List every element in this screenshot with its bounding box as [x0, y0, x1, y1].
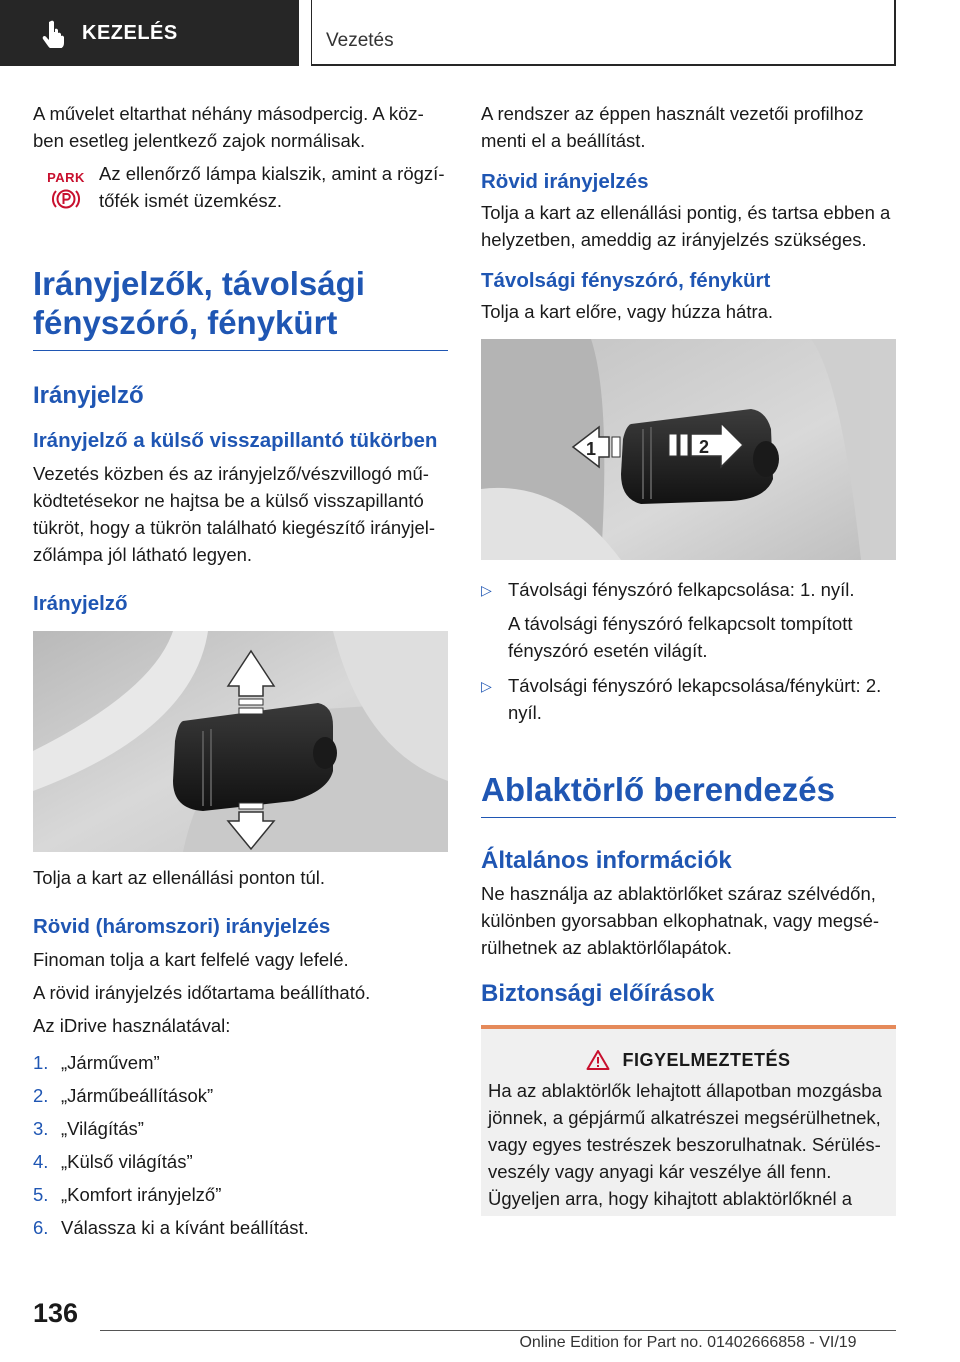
right-column — [481, 100, 896, 1216]
list-item-note: A távolsági fényszóró felkapcsolt tompított fényszóró esetén világít. — [508, 613, 853, 661]
high-beam-lever-photo — [481, 339, 896, 560]
list-item: 2. „Járműbeállítások” — [33, 1085, 214, 1106]
push-text: Tolja a kart az ellenállási ponton túl. — [33, 867, 326, 888]
subheading-short-blink: Rövid (háromszori) irányjelzés — [33, 915, 331, 938]
section-title: KEZELÉS — [82, 21, 178, 44]
footer-divider — [100, 1330, 896, 1331]
subheading-general: Általános információk — [481, 847, 732, 874]
triangle-bullet-icon: ▷ — [481, 678, 492, 694]
section-tab — [0, 0, 299, 66]
list-item: 6. Válassza ki a kívánt beállítást. — [33, 1217, 309, 1238]
list-item: 4. „Külső világítás” — [33, 1151, 193, 1172]
intro-text: A művelet eltarthat néhány másodpercig. A közben esetleg jelentkező zajok normálisak. — [33, 103, 424, 151]
park-text: Az ellenőrző lámpa kialszik, amint a rögzítőfék ismét üzemkész. — [99, 163, 445, 211]
subheading-short-signal: Rövid irányjelzés — [481, 170, 649, 193]
subheading-safety: Biztonsági előírások — [481, 980, 715, 1007]
subheading-turn-signal-2: Irányjelző — [33, 592, 128, 615]
left-column — [33, 100, 448, 1247]
list-item: 3. „Világítás” — [33, 1118, 144, 1139]
high-beam-text: Tolja a kart előre, vagy húzza hátra. — [481, 301, 774, 322]
chapter-header — [311, 0, 896, 66]
park-brake-icon — [33, 160, 99, 216]
warning-title-row — [488, 1049, 889, 1071]
short-signal-text: Tolja a kart az ellenállási pontig, és tartsa ebben a helyzetben, ameddig az irányjelzés szükséges. — [481, 202, 891, 250]
arrow-label-2: 2 — [699, 437, 710, 457]
turn-signal-lever-photo — [33, 631, 448, 852]
list-item: 5. „Komfort irányjelző” — [33, 1184, 222, 1205]
warning-text: Ha az ablaktörlők lehajtott állapotban mozgásba jönnek, a gépjármű alkatrészei megsérülhetnek, vagy egyes testrészek beszorulhatnak. Sérülésveszély vagy anyagi kár veszélye áll fenn. Ügyeljen arra, hogy kihajtott ablaktörlőknél a — [488, 1080, 882, 1209]
park-p-symbol — [50, 187, 82, 211]
high-beam-list — [481, 576, 896, 726]
mirror-text: Vezetés közben és az irányjelző/vészvillogó működtetésekor ne hajtsa be a külső visszapillantó tükröt, hogy a tükrön található kiegészítő irányjelzőlámpa jól látható legyen. — [33, 463, 436, 565]
wiper-title: Ablaktörlő berendezés — [481, 770, 896, 818]
list-item: 1. „Járművem” — [33, 1052, 160, 1073]
chapter-title: Vezetés — [326, 30, 394, 51]
general-text: Ne használja az ablaktörlőket száraz szélvédőn, különben gyorsabban elkophatnak, vagy megsérülhetnek az ablaktörlőlapátok. — [481, 883, 880, 958]
subheading-mirror: Irányjelző a külső visszapillantó tükörben — [33, 429, 438, 452]
warning-title: FIGYELMEZTETÉS — [622, 1049, 791, 1070]
warning-triangle-icon — [586, 1049, 610, 1071]
park-note — [33, 160, 448, 220]
idrive-text: Az iDrive használatával: — [33, 1015, 231, 1036]
idrive-steps — [33, 1049, 448, 1241]
profile-text: A rendszer az éppen használt vezetői profilhoz menti el a beállítást. — [481, 103, 864, 151]
warning-box — [481, 1025, 896, 1216]
duration-text: A rövid irányjelzés időtartama beállítható. — [33, 982, 371, 1003]
subheading-turn-signal: Irányjelző — [33, 382, 144, 409]
page-number: 136 — [33, 1298, 79, 1328]
subheading-high-beam: Távolsági fényszóró, fénykürt — [481, 269, 771, 292]
park-label: PARK — [47, 170, 85, 185]
hand-icon — [40, 18, 70, 48]
gently-text: Finoman tolja a kart felfelé vagy lefelé. — [33, 949, 349, 970]
list-item: ▷ Távolsági fényszóró lekapcsolása/fénykürt: 2. nyíl. — [481, 672, 896, 726]
main-title: Irányjelzők, távolsági fényszóró, fénykürt — [33, 264, 448, 351]
triangle-bullet-icon: ▷ — [481, 582, 492, 598]
list-item: ▷ Távolsági fényszóró felkapcsolása: 1. nyíl. — [481, 576, 896, 604]
edition-footer: Online Edition for Part no. 01402666858 - VI/19 — [519, 1334, 857, 1351]
arrow-label-1: 1 — [586, 439, 597, 459]
